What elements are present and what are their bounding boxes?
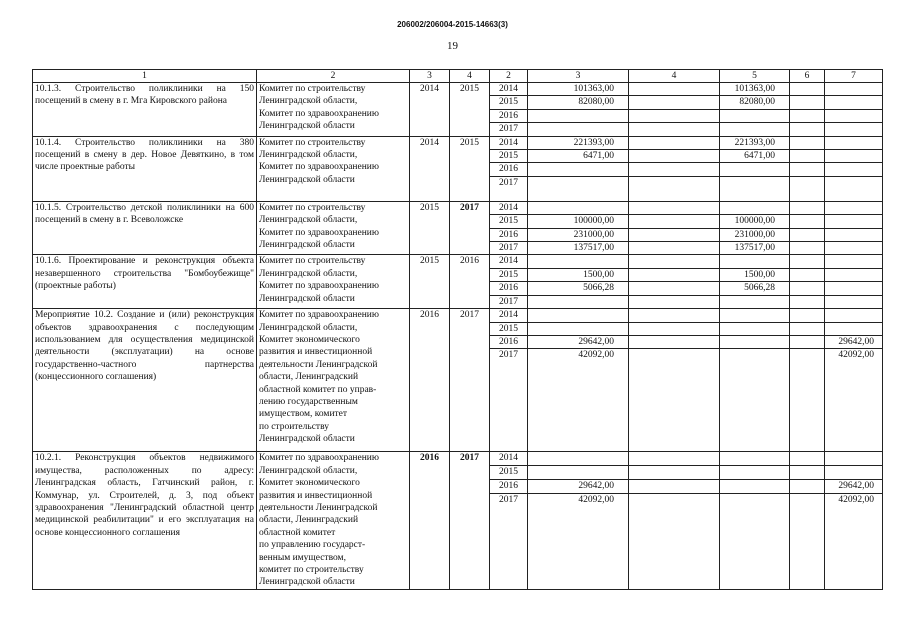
total-amount xyxy=(528,295,629,308)
start-year: 2016 xyxy=(410,309,450,452)
total-amount xyxy=(528,176,629,201)
table-row xyxy=(33,201,883,214)
federal-amount xyxy=(629,309,720,322)
end-year: 2017 xyxy=(450,452,490,589)
total-amount xyxy=(528,163,629,176)
executor-line: деятельности Ленинградской xyxy=(259,502,378,513)
page-number: 19 xyxy=(447,40,458,52)
executor-line: Комитет по здравоохранению xyxy=(259,310,379,321)
year-cell: 2014 xyxy=(490,309,528,322)
executor-line: Ленинградской области, xyxy=(259,215,358,226)
local-amount xyxy=(790,150,825,163)
total-amount xyxy=(528,109,629,122)
end-year: 2016 xyxy=(450,255,490,309)
federal-amount xyxy=(629,255,720,268)
local-amount xyxy=(790,335,825,348)
year-cell: 2014 xyxy=(490,136,528,149)
local-amount xyxy=(790,295,825,308)
executor-line: Комитет по здравоохранению xyxy=(259,453,379,464)
regional-amount: 137517,00 xyxy=(720,242,790,255)
local-amount xyxy=(790,123,825,136)
column-number: 2 xyxy=(490,70,528,83)
federal-amount xyxy=(629,215,720,228)
executor-line: Ленинградской области, xyxy=(259,96,358,107)
year-cell: 2014 xyxy=(490,83,528,96)
program-table xyxy=(32,69,883,590)
column-number: 2 xyxy=(257,70,410,83)
executor-line: Ленинградской области xyxy=(259,434,355,445)
executor-line: Ленинградской области, xyxy=(259,465,358,476)
total-amount: 101363,00 xyxy=(528,83,629,96)
column-number: 4 xyxy=(629,70,720,83)
executor-cell xyxy=(257,136,410,201)
year-cell: 2017 xyxy=(490,349,528,452)
end-year: 2017 xyxy=(450,201,490,255)
local-amount xyxy=(790,494,825,589)
year-cell: 2015 xyxy=(490,215,528,228)
regional-amount xyxy=(720,349,790,452)
document-id: 206002/206004-2015-14663(3) xyxy=(397,20,508,29)
executor-line: Комитет по строительству xyxy=(259,84,366,94)
other-amount: 29642,00 xyxy=(825,480,883,494)
total-amount: 221393,00 xyxy=(528,136,629,149)
year-cell: 2016 xyxy=(490,480,528,494)
measure-description: 10.1.3. Строительство поликлиники на 150 посещений в смену в г. Мга Кировского района xyxy=(33,83,257,137)
other-amount xyxy=(825,228,883,241)
local-amount xyxy=(790,201,825,214)
executor-line: Ленинградской области xyxy=(259,121,355,132)
local-amount xyxy=(790,255,825,268)
year-cell: 2017 xyxy=(490,295,528,308)
federal-amount xyxy=(629,480,720,494)
federal-amount xyxy=(629,96,720,109)
executor-line: деятельности Ленинградской xyxy=(259,359,378,370)
federal-amount xyxy=(629,176,720,201)
local-amount xyxy=(790,452,825,466)
column-number: 1 xyxy=(33,70,257,83)
federal-amount xyxy=(629,335,720,348)
regional-amount xyxy=(720,335,790,348)
table-row xyxy=(33,83,883,96)
year-cell: 2015 xyxy=(490,96,528,109)
other-amount: 42092,00 xyxy=(825,349,883,452)
federal-amount xyxy=(629,123,720,136)
start-year: 2015 xyxy=(410,255,450,309)
end-year: 2017 xyxy=(450,309,490,452)
executor-line: Комитет экономического xyxy=(259,478,360,489)
year-cell: 2016 xyxy=(490,282,528,295)
local-amount xyxy=(790,349,825,452)
total-amount xyxy=(528,322,629,335)
total-amount: 5066,28 xyxy=(528,282,629,295)
other-amount xyxy=(825,255,883,268)
year-cell: 2014 xyxy=(490,255,528,268)
column-number-row xyxy=(33,70,883,83)
column-number: 5 xyxy=(720,70,790,83)
other-amount xyxy=(825,282,883,295)
executor-line: Комитет по строительству xyxy=(259,256,366,267)
start-year: 2016 xyxy=(410,452,450,589)
other-amount xyxy=(825,322,883,335)
federal-amount xyxy=(629,349,720,452)
total-amount: 100000,00 xyxy=(528,215,629,228)
local-amount xyxy=(790,176,825,201)
column-number: 4 xyxy=(450,70,490,83)
total-amount xyxy=(528,201,629,214)
executor-line: Ленинградской области xyxy=(259,240,355,251)
total-amount xyxy=(528,123,629,136)
year-cell: 2015 xyxy=(490,466,528,480)
other-amount xyxy=(825,163,883,176)
executor-line: Ленинградской области xyxy=(259,174,355,185)
executor-line: лению государственным xyxy=(259,396,358,407)
local-amount xyxy=(790,322,825,335)
column-number: 3 xyxy=(528,70,629,83)
executor-line: Ленинградской области, xyxy=(259,322,358,333)
year-cell: 2014 xyxy=(490,201,528,214)
column-number: 3 xyxy=(410,70,450,83)
executor-line: Ленинградской области, xyxy=(259,150,358,161)
executor-line: области, Ленинградский xyxy=(259,515,359,526)
year-cell: 2016 xyxy=(490,335,528,348)
other-amount xyxy=(825,109,883,122)
local-amount xyxy=(790,163,825,176)
local-amount xyxy=(790,96,825,109)
executor-line: Комитет по здравоохранению xyxy=(259,227,379,238)
total-amount: 1500,00 xyxy=(528,268,629,281)
other-amount xyxy=(825,452,883,466)
other-amount xyxy=(825,150,883,163)
other-amount: 29642,00 xyxy=(825,335,883,348)
federal-amount xyxy=(629,109,720,122)
federal-amount xyxy=(629,242,720,255)
executor-line: развития и инвестиционной xyxy=(259,490,373,501)
year-cell: 2016 xyxy=(490,163,528,176)
table-row xyxy=(33,255,883,268)
executor-cell xyxy=(257,452,410,589)
executor-line: областной комитет xyxy=(259,527,336,538)
executor-line: развития и инвестиционной xyxy=(259,347,373,358)
regional-amount: 101363,00 xyxy=(720,83,790,96)
measure-description: 10.1.4. Строительство поликлиники на 380 посещений в смену в дер. Новое Девяткино, в том числе проектные работы xyxy=(33,136,257,201)
total-amount: 42092,00 xyxy=(528,349,629,452)
federal-amount xyxy=(629,494,720,589)
local-amount xyxy=(790,136,825,149)
regional-amount xyxy=(720,255,790,268)
year-cell: 2016 xyxy=(490,109,528,122)
total-amount: 29642,00 xyxy=(528,335,629,348)
local-amount xyxy=(790,228,825,241)
executor-line: по управлению государст- xyxy=(259,540,366,551)
regional-amount: 221393,00 xyxy=(720,136,790,149)
federal-amount xyxy=(629,228,720,241)
other-amount xyxy=(825,83,883,96)
executor-cell xyxy=(257,201,410,255)
regional-amount xyxy=(720,480,790,494)
executor-line: областной комитет по управ- xyxy=(259,384,377,395)
regional-amount: 100000,00 xyxy=(720,215,790,228)
other-amount xyxy=(825,309,883,322)
local-amount xyxy=(790,268,825,281)
regional-amount xyxy=(720,466,790,480)
total-amount xyxy=(528,309,629,322)
regional-amount: 1500,00 xyxy=(720,268,790,281)
federal-amount xyxy=(629,83,720,96)
local-amount xyxy=(790,466,825,480)
other-amount xyxy=(825,176,883,201)
local-amount xyxy=(790,242,825,255)
executor-cell xyxy=(257,83,410,137)
regional-amount xyxy=(720,494,790,589)
executor-line: Комитет по строительству xyxy=(259,202,366,213)
executor-line: Ленинградской области, xyxy=(259,268,358,279)
regional-amount xyxy=(720,123,790,136)
regional-amount xyxy=(720,452,790,466)
column-number: 7 xyxy=(825,70,883,83)
other-amount: 42092,00 xyxy=(825,494,883,589)
federal-amount xyxy=(629,268,720,281)
regional-amount xyxy=(720,109,790,122)
executor-line: Комитет по строительству xyxy=(259,137,366,148)
local-amount xyxy=(790,83,825,96)
year-cell: 2015 xyxy=(490,322,528,335)
executor-line: Комитет по здравоохранению xyxy=(259,281,379,292)
regional-amount xyxy=(720,295,790,308)
federal-amount xyxy=(629,452,720,466)
executor-line: Комитет по здравоохранению xyxy=(259,108,379,119)
column-number: 6 xyxy=(790,70,825,83)
executor-line: Ленинградской области xyxy=(259,577,355,588)
federal-amount xyxy=(629,150,720,163)
other-amount xyxy=(825,201,883,214)
table-row xyxy=(33,309,883,322)
other-amount xyxy=(825,136,883,149)
other-amount xyxy=(825,215,883,228)
federal-amount xyxy=(629,295,720,308)
table-row xyxy=(33,136,883,149)
regional-amount xyxy=(720,163,790,176)
federal-amount xyxy=(629,163,720,176)
other-amount xyxy=(825,295,883,308)
year-cell: 2017 xyxy=(490,176,528,201)
total-amount: 137517,00 xyxy=(528,242,629,255)
total-amount xyxy=(528,255,629,268)
start-year: 2014 xyxy=(410,83,450,137)
local-amount xyxy=(790,215,825,228)
total-amount xyxy=(528,466,629,480)
executor-line: комитет по строительству xyxy=(259,564,364,575)
federal-amount xyxy=(629,201,720,214)
local-amount xyxy=(790,282,825,295)
total-amount xyxy=(528,452,629,466)
end-year: 2015 xyxy=(450,136,490,201)
federal-amount xyxy=(629,282,720,295)
executor-line: имуществом, комитет xyxy=(259,409,348,420)
executor-line: венным имуществом, xyxy=(259,552,346,563)
year-cell: 2017 xyxy=(490,123,528,136)
year-cell: 2015 xyxy=(490,268,528,281)
regional-amount: 5066,28 xyxy=(720,282,790,295)
year-cell: 2016 xyxy=(490,228,528,241)
start-year: 2015 xyxy=(410,201,450,255)
federal-amount xyxy=(629,322,720,335)
end-year: 2015 xyxy=(450,83,490,137)
total-amount: 29642,00 xyxy=(528,480,629,494)
measure-description: Мероприятие 10.2. Создание и (или) реконструкция объектов здравоохранения с последующим использованием для осуществления медицинской деятельности (эксплуатации) на основе государственно-частного партнерства (концессионного соглашения) xyxy=(33,309,257,452)
other-amount xyxy=(825,96,883,109)
executor-line: Комитет по здравоохранению xyxy=(259,162,379,173)
year-cell: 2015 xyxy=(490,150,528,163)
executor-line: области, Ленинградский xyxy=(259,372,359,383)
regional-amount xyxy=(720,176,790,201)
total-amount: 231000,00 xyxy=(528,228,629,241)
other-amount xyxy=(825,123,883,136)
other-amount xyxy=(825,466,883,480)
federal-amount xyxy=(629,136,720,149)
executor-line: Комитет экономического xyxy=(259,334,360,345)
regional-amount: 231000,00 xyxy=(720,228,790,241)
regional-amount: 82080,00 xyxy=(720,96,790,109)
local-amount xyxy=(790,109,825,122)
year-cell: 2017 xyxy=(490,242,528,255)
start-year: 2014 xyxy=(410,136,450,201)
federal-amount xyxy=(629,466,720,480)
executor-cell xyxy=(257,309,410,452)
measure-description: 10.2.1. Реконструкция объектов недвижимого имущества, расположенных по адресу: Ленинградская область, Гатчинский район, г. Коммунар, ул. Строителей, д. 3, под объект здравоохранения "Ленинградский областной центр медицинской реабилитации" и его эксплуатация на основе концессионного соглашения xyxy=(33,452,257,589)
local-amount xyxy=(790,480,825,494)
other-amount xyxy=(825,268,883,281)
measure-description: 10.1.6. Проектирование и реконструкция объекта незавершенного строительства "Бомбоубежище" (проектные работы) xyxy=(33,255,257,309)
table-row xyxy=(33,452,883,466)
regional-amount xyxy=(720,309,790,322)
regional-amount xyxy=(720,201,790,214)
executor-line: по строительству xyxy=(259,421,329,432)
executor-line: Ленинградской области xyxy=(259,293,355,304)
regional-amount: 6471,00 xyxy=(720,150,790,163)
measure-description: 10.1.5. Строительство детской поликлиники на 600 посещений в смену в г. Всеволожске xyxy=(33,201,257,255)
total-amount: 6471,00 xyxy=(528,150,629,163)
other-amount xyxy=(825,242,883,255)
year-cell: 2017 xyxy=(490,494,528,589)
regional-amount xyxy=(720,322,790,335)
executor-cell xyxy=(257,255,410,309)
year-cell: 2014 xyxy=(490,452,528,466)
local-amount xyxy=(790,309,825,322)
total-amount: 42092,00 xyxy=(528,494,629,589)
total-amount: 82080,00 xyxy=(528,96,629,109)
